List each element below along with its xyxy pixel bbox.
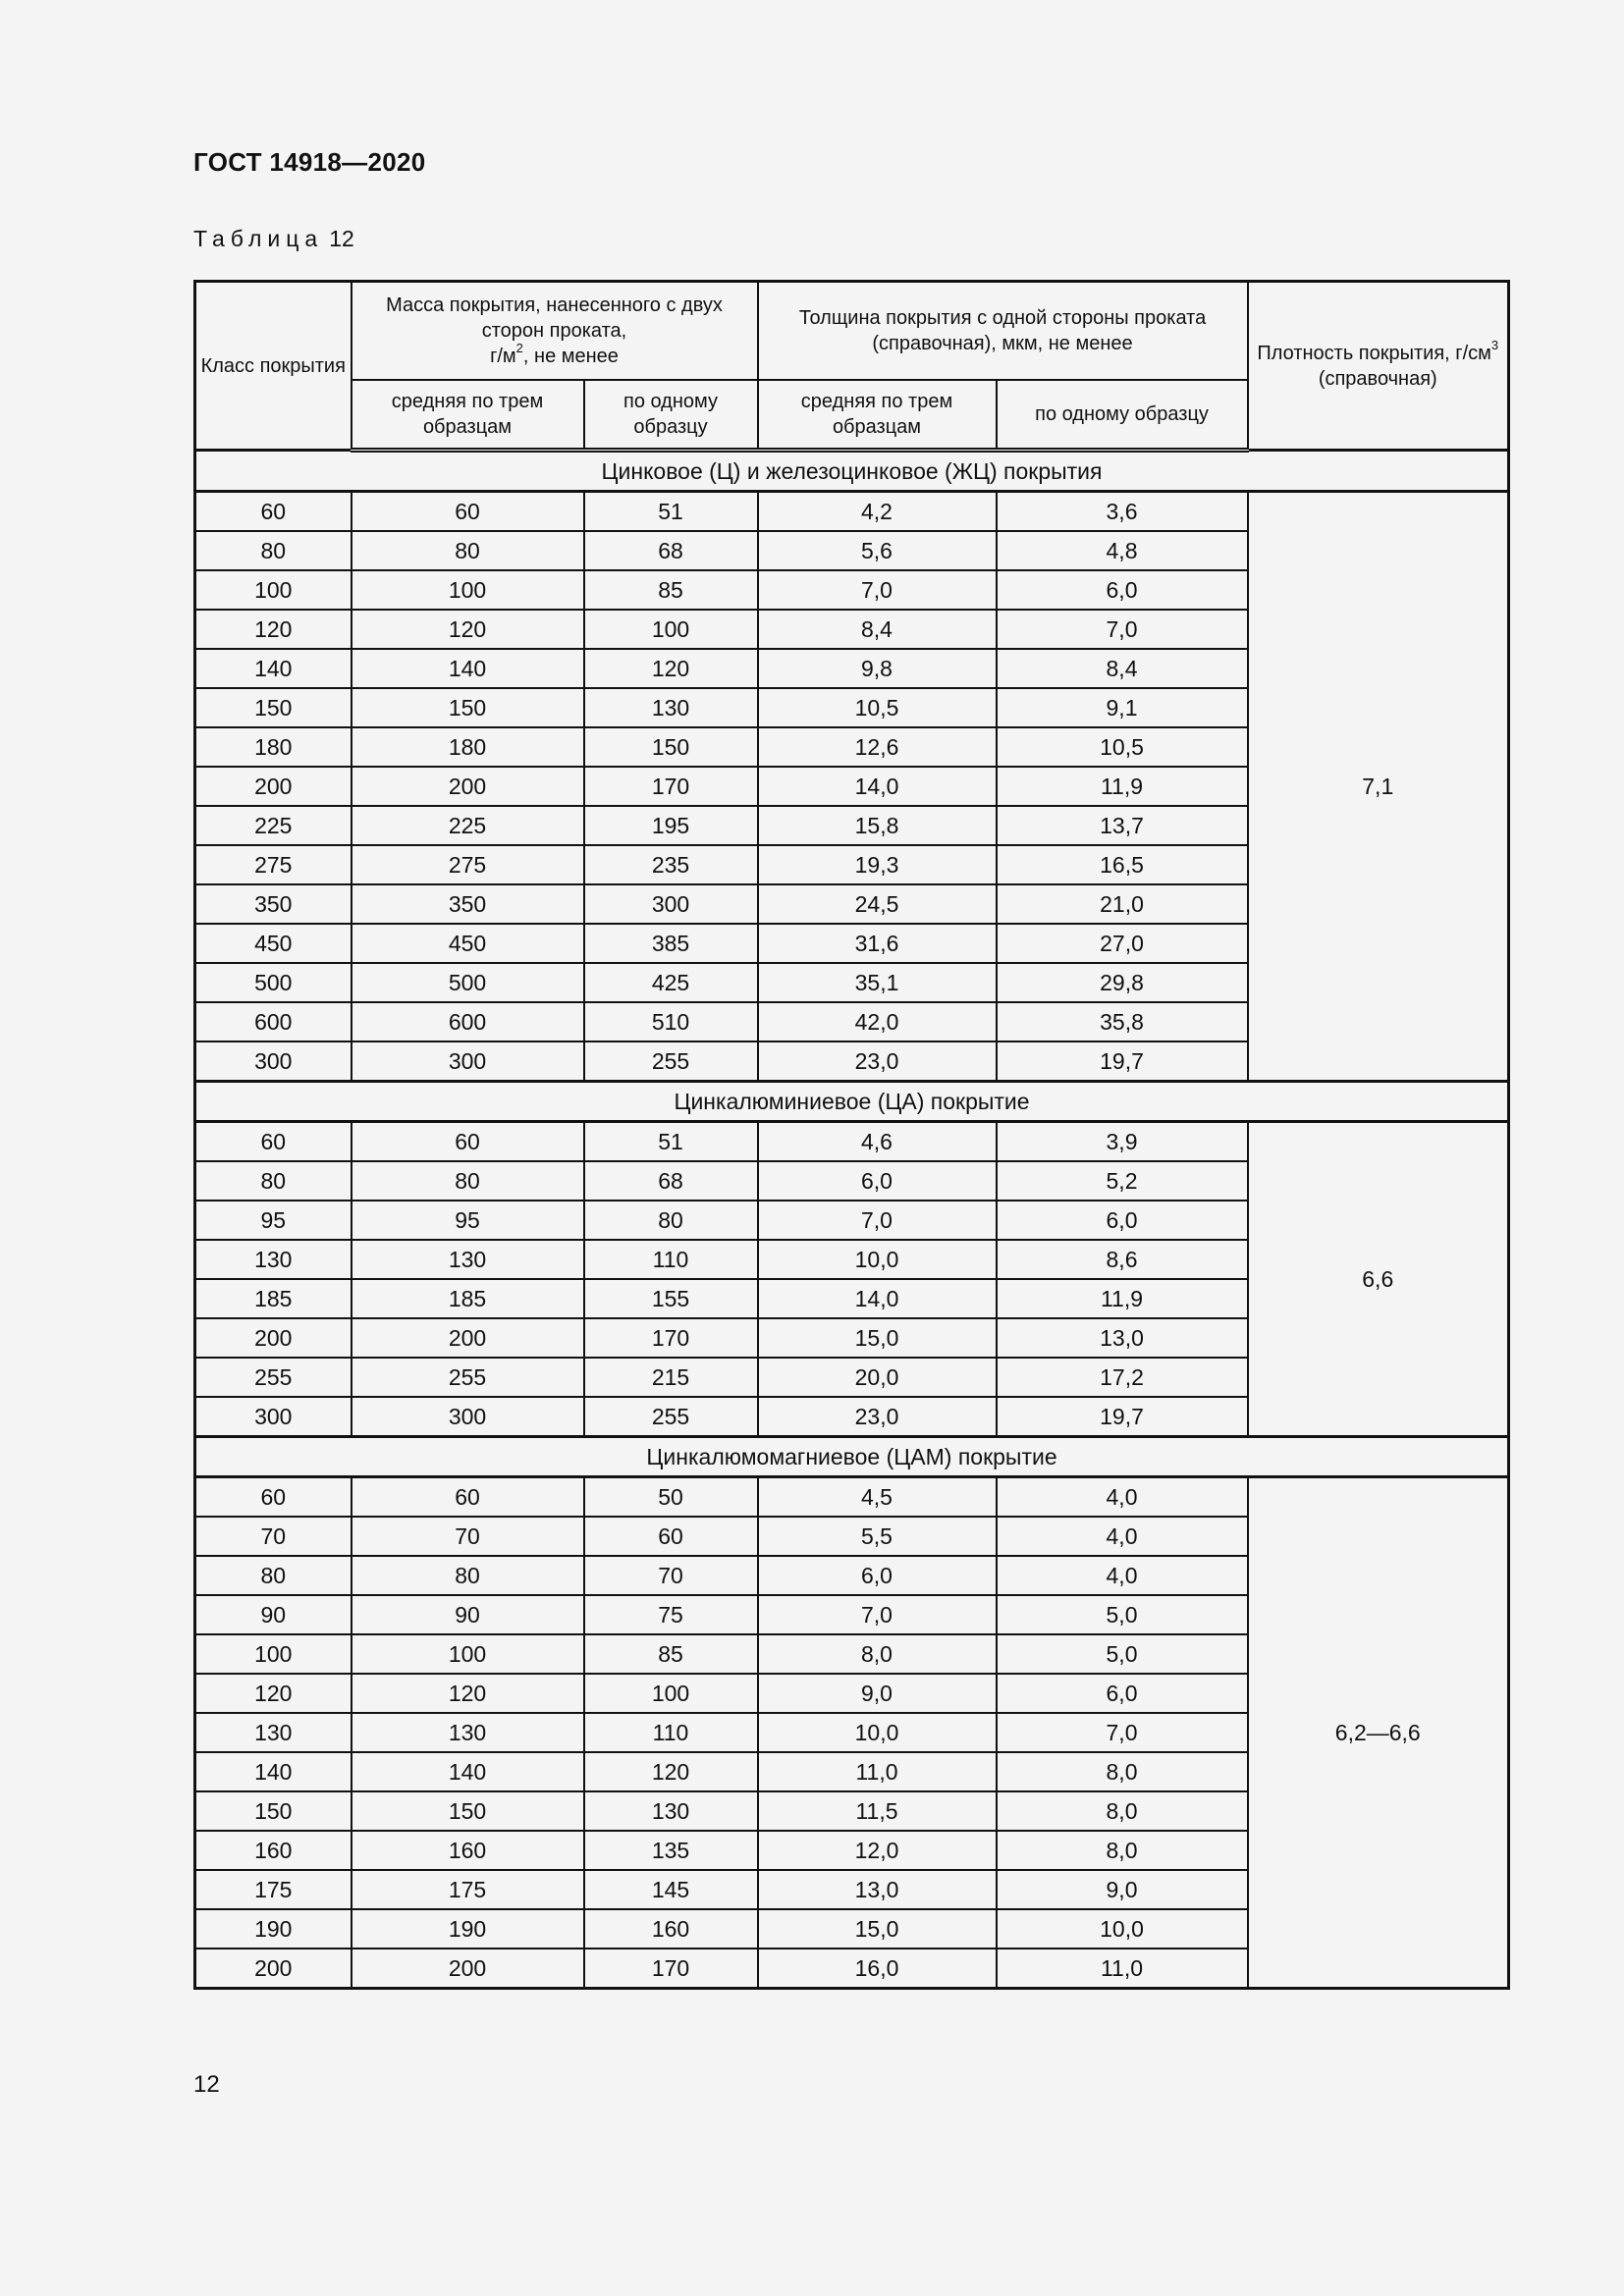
- cell-class: 140: [195, 649, 352, 688]
- cell-mass-avg: 180: [352, 727, 584, 767]
- cell-mass-avg: 300: [352, 1397, 584, 1437]
- cell-class: 120: [195, 1674, 352, 1713]
- cell-mass-single: 300: [584, 884, 758, 924]
- cell-mass-single: 130: [584, 1791, 758, 1831]
- cell-thickness-single: 4,0: [997, 1517, 1248, 1556]
- cell-mass-avg: 450: [352, 924, 584, 963]
- cell-thickness-avg: 12,6: [758, 727, 997, 767]
- header-thickness-avg: средняя по трем образцам: [758, 380, 997, 451]
- cell-mass-avg: 175: [352, 1870, 584, 1909]
- section-title: Цинкалюмомагниевое (ЦАМ) покрытие: [195, 1437, 1509, 1477]
- cell-mass-single: 155: [584, 1279, 758, 1318]
- cell-thickness-avg: 8,4: [758, 610, 997, 649]
- cell-mass-avg: 80: [352, 531, 584, 570]
- cell-class: 60: [195, 1122, 352, 1162]
- header-class: Класс покрытия: [195, 282, 352, 451]
- header-density-sup: 3: [1490, 337, 1499, 352]
- header-mass-avg: средняя по трем образцам: [352, 380, 584, 451]
- header-mass-group: [352, 282, 758, 381]
- cell-mass-single: 110: [584, 1240, 758, 1279]
- cell-class: 300: [195, 1041, 352, 1082]
- cell-class: 150: [195, 1791, 352, 1831]
- cell-thickness-single: 27,0: [997, 924, 1248, 963]
- cell-mass-single: 235: [584, 845, 758, 884]
- cell-mass-single: 215: [584, 1358, 758, 1397]
- table-caption: [193, 226, 354, 252]
- cell-class: 185: [195, 1279, 352, 1318]
- header-density: [1248, 282, 1509, 451]
- cell-mass-avg: 150: [352, 688, 584, 727]
- cell-class: 140: [195, 1752, 352, 1791]
- cell-mass-avg: 100: [352, 570, 584, 610]
- cell-mass-avg: 80: [352, 1556, 584, 1595]
- section-title-row: [195, 1437, 1509, 1477]
- cell-mass-avg: 100: [352, 1634, 584, 1674]
- cell-thickness-avg: 23,0: [758, 1041, 997, 1082]
- cell-thickness-avg: 6,0: [758, 1161, 997, 1201]
- cell-mass-avg: 200: [352, 767, 584, 806]
- cell-class: 350: [195, 884, 352, 924]
- header-density-note: (справочная): [1318, 367, 1437, 390]
- cell-thickness-avg: 8,0: [758, 1634, 997, 1674]
- cell-mass-single: 195: [584, 806, 758, 845]
- cell-thickness-avg: 11,5: [758, 1791, 997, 1831]
- cell-mass-single: 51: [584, 1122, 758, 1162]
- cell-thickness-single: 9,0: [997, 1870, 1248, 1909]
- cell-mass-avg: 150: [352, 1791, 584, 1831]
- cell-thickness-single: 6,0: [997, 1201, 1248, 1240]
- cell-thickness-single: 8,0: [997, 1791, 1248, 1831]
- cell-density: 6,2—6,6: [1248, 1477, 1509, 1989]
- cell-mass-avg: 200: [352, 1949, 584, 1989]
- cell-thickness-single: 21,0: [997, 884, 1248, 924]
- cell-mass-single: 100: [584, 610, 758, 649]
- cell-mass-single: 60: [584, 1517, 758, 1556]
- cell-class: 90: [195, 1595, 352, 1634]
- cell-thickness-avg: 6,0: [758, 1556, 997, 1595]
- cell-mass-avg: 130: [352, 1713, 584, 1752]
- cell-mass-single: 120: [584, 1752, 758, 1791]
- cell-thickness-avg: 10,0: [758, 1713, 997, 1752]
- cell-thickness-single: 8,0: [997, 1831, 1248, 1870]
- section-title-row: [195, 451, 1509, 492]
- cell-thickness-avg: 42,0: [758, 1002, 997, 1041]
- cell-mass-avg: 255: [352, 1358, 584, 1397]
- cell-thickness-single: 6,0: [997, 1674, 1248, 1713]
- cell-class: 95: [195, 1201, 352, 1240]
- cell-class: 160: [195, 1831, 352, 1870]
- cell-thickness-avg: 10,5: [758, 688, 997, 727]
- cell-thickness-avg: 14,0: [758, 1279, 997, 1318]
- cell-mass-avg: 60: [352, 492, 584, 532]
- cell-thickness-single: 4,0: [997, 1556, 1248, 1595]
- cell-thickness-single: 8,0: [997, 1752, 1248, 1791]
- page-number: 12: [193, 2071, 220, 2098]
- cell-thickness-avg: 19,3: [758, 845, 997, 884]
- cell-mass-avg: 190: [352, 1909, 584, 1949]
- cell-class: 255: [195, 1358, 352, 1397]
- table-row: [195, 1122, 1509, 1162]
- cell-thickness-single: 8,6: [997, 1240, 1248, 1279]
- table-row: [195, 492, 1509, 532]
- cell-mass-avg: 70: [352, 1517, 584, 1556]
- cell-class: 200: [195, 1949, 352, 1989]
- cell-thickness-single: 10,5: [997, 727, 1248, 767]
- cell-mass-avg: 140: [352, 1752, 584, 1791]
- cell-mass-avg: 185: [352, 1279, 584, 1318]
- cell-thickness-avg: 5,6: [758, 531, 997, 570]
- cell-mass-avg: 80: [352, 1161, 584, 1201]
- cell-thickness-avg: 23,0: [758, 1397, 997, 1437]
- cell-mass-avg: 120: [352, 1674, 584, 1713]
- cell-mass-single: 51: [584, 492, 758, 532]
- table-label: Таблица: [193, 226, 324, 251]
- table-number: 12: [329, 226, 354, 251]
- cell-mass-single: 170: [584, 767, 758, 806]
- cell-class: 190: [195, 1909, 352, 1949]
- cell-thickness-avg: 24,5: [758, 884, 997, 924]
- cell-mass-single: 50: [584, 1477, 758, 1518]
- cell-mass-single: 255: [584, 1041, 758, 1082]
- cell-class: 100: [195, 570, 352, 610]
- cell-class: 130: [195, 1713, 352, 1752]
- cell-mass-single: 145: [584, 1870, 758, 1909]
- cell-thickness-avg: 9,8: [758, 649, 997, 688]
- cell-thickness-single: 7,0: [997, 1713, 1248, 1752]
- table-body: [195, 451, 1509, 1989]
- cell-thickness-avg: 4,5: [758, 1477, 997, 1518]
- cell-class: 200: [195, 767, 352, 806]
- cell-thickness-avg: 15,0: [758, 1909, 997, 1949]
- cell-class: 450: [195, 924, 352, 963]
- cell-thickness-single: 19,7: [997, 1397, 1248, 1437]
- cell-class: 175: [195, 1870, 352, 1909]
- cell-mass-avg: 225: [352, 806, 584, 845]
- cell-thickness-single: 35,8: [997, 1002, 1248, 1041]
- cell-class: 225: [195, 806, 352, 845]
- cell-thickness-single: 3,6: [997, 492, 1248, 532]
- cell-thickness-avg: 9,0: [758, 1674, 997, 1713]
- cell-class: 180: [195, 727, 352, 767]
- cell-mass-single: 120: [584, 649, 758, 688]
- cell-mass-single: 80: [584, 1201, 758, 1240]
- cell-mass-avg: 95: [352, 1201, 584, 1240]
- header-thickness-group: Толщина покрытия с одной стороны проката (справочная), мкм, не менее: [758, 282, 1248, 381]
- cell-class: 80: [195, 1161, 352, 1201]
- cell-mass-avg: 200: [352, 1318, 584, 1358]
- section-title: Цинковое (Ц) и железоцинковое (ЖЦ) покрытия: [195, 451, 1509, 492]
- cell-thickness-single: 17,2: [997, 1358, 1248, 1397]
- cell-mass-single: 100: [584, 1674, 758, 1713]
- cell-mass-avg: 90: [352, 1595, 584, 1634]
- cell-mass-single: 255: [584, 1397, 758, 1437]
- coating-table: [193, 280, 1510, 1990]
- header-mass-unit: г/м: [490, 346, 516, 367]
- cell-mass-single: 160: [584, 1909, 758, 1949]
- cell-mass-avg: 130: [352, 1240, 584, 1279]
- cell-mass-single: 75: [584, 1595, 758, 1634]
- cell-thickness-avg: 5,5: [758, 1517, 997, 1556]
- cell-mass-single: 510: [584, 1002, 758, 1041]
- header-mass-text: Масса покрытия, нанесенного с двух сторон проката,: [386, 294, 723, 342]
- header-density-text: Плотность покрытия, г/см: [1257, 342, 1491, 364]
- cell-thickness-single: 13,7: [997, 806, 1248, 845]
- cell-mass-avg: 140: [352, 649, 584, 688]
- cell-mass-single: 68: [584, 1161, 758, 1201]
- cell-mass-avg: 60: [352, 1477, 584, 1518]
- cell-mass-single: 170: [584, 1318, 758, 1358]
- cell-mass-single: 70: [584, 1556, 758, 1595]
- cell-thickness-single: 9,1: [997, 688, 1248, 727]
- cell-density: 7,1: [1248, 492, 1509, 1082]
- cell-thickness-avg: 20,0: [758, 1358, 997, 1397]
- header-thickness-single: по одному образцу: [997, 380, 1248, 451]
- header-mass-single: по одному образцу: [584, 380, 758, 451]
- cell-thickness-single: 4,0: [997, 1477, 1248, 1518]
- cell-thickness-single: 29,8: [997, 963, 1248, 1002]
- cell-thickness-single: 6,0: [997, 570, 1248, 610]
- cell-thickness-single: 11,9: [997, 1279, 1248, 1318]
- cell-class: 200: [195, 1318, 352, 1358]
- table-row: [195, 1477, 1509, 1518]
- cell-thickness-single: 10,0: [997, 1909, 1248, 1949]
- cell-class: 500: [195, 963, 352, 1002]
- cell-class: 300: [195, 1397, 352, 1437]
- cell-thickness-single: 8,4: [997, 649, 1248, 688]
- cell-class: 60: [195, 1477, 352, 1518]
- cell-mass-single: 170: [584, 1949, 758, 1989]
- cell-class: 100: [195, 1634, 352, 1674]
- cell-density: 6,6: [1248, 1122, 1509, 1437]
- cell-thickness-avg: 10,0: [758, 1240, 997, 1279]
- cell-mass-avg: 275: [352, 845, 584, 884]
- cell-thickness-single: 7,0: [997, 610, 1248, 649]
- cell-class: 150: [195, 688, 352, 727]
- cell-mass-avg: 300: [352, 1041, 584, 1082]
- cell-class: 70: [195, 1517, 352, 1556]
- cell-class: 80: [195, 531, 352, 570]
- cell-thickness-avg: 4,6: [758, 1122, 997, 1162]
- cell-class: 120: [195, 610, 352, 649]
- cell-thickness-single: 11,9: [997, 767, 1248, 806]
- cell-thickness-avg: 15,0: [758, 1318, 997, 1358]
- header-mass-unit-post: , не менее: [522, 346, 619, 367]
- cell-mass-single: 135: [584, 1831, 758, 1870]
- cell-class: 600: [195, 1002, 352, 1041]
- cell-mass-avg: 120: [352, 610, 584, 649]
- cell-mass-single: 150: [584, 727, 758, 767]
- cell-mass-avg: 350: [352, 884, 584, 924]
- cell-thickness-avg: 4,2: [758, 492, 997, 532]
- cell-mass-avg: 500: [352, 963, 584, 1002]
- cell-thickness-avg: 14,0: [758, 767, 997, 806]
- table-header: [195, 282, 1509, 451]
- cell-mass-single: 425: [584, 963, 758, 1002]
- cell-thickness-single: 3,9: [997, 1122, 1248, 1162]
- cell-mass-single: 130: [584, 688, 758, 727]
- cell-thickness-single: 11,0: [997, 1949, 1248, 1989]
- cell-thickness-single: 16,5: [997, 845, 1248, 884]
- cell-thickness-avg: 7,0: [758, 1201, 997, 1240]
- cell-thickness-avg: 16,0: [758, 1949, 997, 1989]
- section-title-row: [195, 1082, 1509, 1122]
- cell-thickness-single: 13,0: [997, 1318, 1248, 1358]
- cell-mass-single: 85: [584, 570, 758, 610]
- cell-thickness-avg: 13,0: [758, 1870, 997, 1909]
- cell-mass-avg: 60: [352, 1122, 584, 1162]
- cell-mass-single: 85: [584, 1634, 758, 1674]
- cell-class: 80: [195, 1556, 352, 1595]
- cell-thickness-single: 5,0: [997, 1634, 1248, 1674]
- cell-mass-avg: 160: [352, 1831, 584, 1870]
- cell-thickness-avg: 7,0: [758, 1595, 997, 1634]
- cell-thickness-avg: 31,6: [758, 924, 997, 963]
- document-standard-header: ГОСТ 14918—2020: [193, 147, 426, 177]
- section-title: Цинкалюминиевое (ЦА) покрытие: [195, 1082, 1509, 1122]
- cell-mass-single: 110: [584, 1713, 758, 1752]
- cell-mass-single: 68: [584, 531, 758, 570]
- cell-mass-avg: 600: [352, 1002, 584, 1041]
- cell-thickness-avg: 35,1: [758, 963, 997, 1002]
- cell-thickness-single: 19,7: [997, 1041, 1248, 1082]
- cell-mass-single: 385: [584, 924, 758, 963]
- cell-class: 275: [195, 845, 352, 884]
- cell-thickness-avg: 15,8: [758, 806, 997, 845]
- cell-thickness-avg: 12,0: [758, 1831, 997, 1870]
- cell-class: 60: [195, 492, 352, 532]
- cell-thickness-avg: 11,0: [758, 1752, 997, 1791]
- cell-thickness-single: 4,8: [997, 531, 1248, 570]
- cell-thickness-avg: 7,0: [758, 570, 997, 610]
- cell-class: 130: [195, 1240, 352, 1279]
- header-mass-unit-sup: 2: [515, 341, 523, 356]
- cell-thickness-single: 5,0: [997, 1595, 1248, 1634]
- cell-thickness-single: 5,2: [997, 1161, 1248, 1201]
